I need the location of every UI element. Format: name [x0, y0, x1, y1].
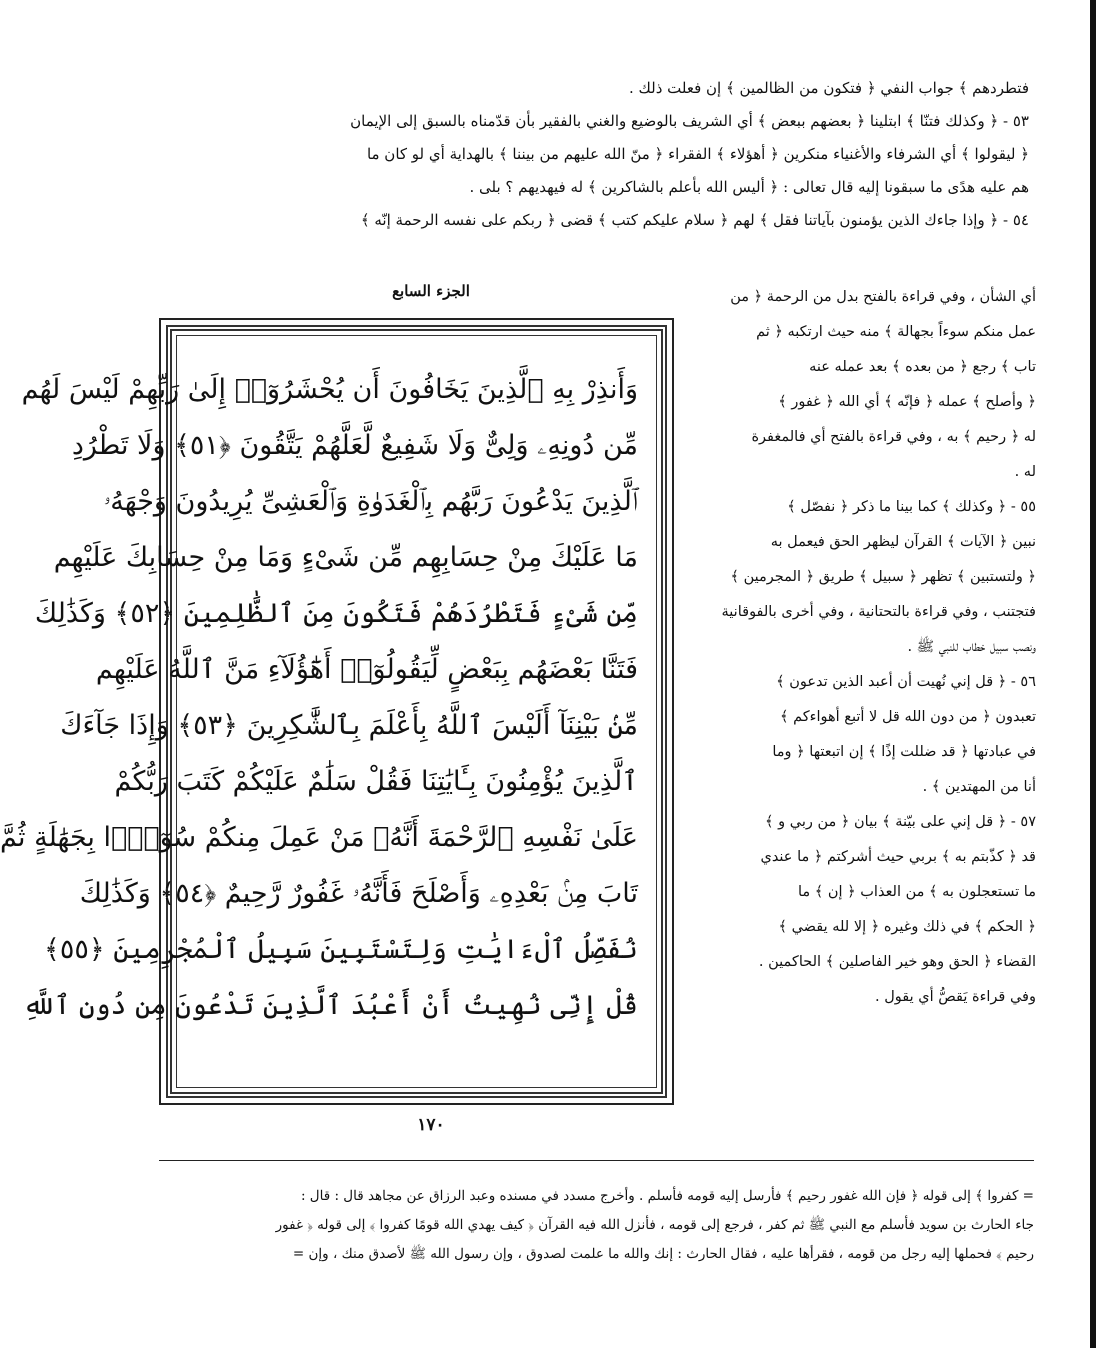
side-line: فتجتنب ، وفي قراءة بالتحتانية ، وفي أخرى بالفوقانية: [721, 604, 1036, 620]
quran-line: وَأَنذِرْ بِهِ ٱلَّذِينَ يَخَافُونَ أَن يُحْشَرُوٓا۟ إِلَىٰ رَبِّهِمْ لَيْسَ لَهُم: [21, 374, 638, 405]
side-line: ﴿ وأصلح ﴾ عمله ﴿ فإنّه ﴾ أي الله ﴿ غفور ﴾: [778, 394, 1036, 410]
side-line: ٥٥ - ﴿ وكذلك ﴾ كما بينا ما ذكر ﴿ نفصّل ﴾: [787, 499, 1036, 515]
side-line: تاب ﴾ رجع ﴿ من بعده ﴾ بعد عمله عنه: [809, 359, 1036, 375]
footnote-line: رحيم ﴾ فحملها إليه رجل من قومه ، فقرأها عليه ، فقال الحارث : إنك والله ما علمت لصدوق ، وإن رسول الله ﷺ لأصدق منك ، وإن =: [292, 1246, 1034, 1262]
quran-line: قُلْ إِنِّى نُهِيتُ أَنْ أَعْبُدَ ٱلَّذِينَ تَدْعُونَ مِن دُونِ ٱللَّهِ: [22, 990, 638, 1021]
footnote-line: جاء الحارث بن سويد فأسلم مع النبي ﷺ ثم كفر ، فرجع إلى قومه ، فأنزل الله فيه القرآن ﴿ كيف يهدي الله قومًا كفروا ﴾ إلى قوله ﴿ غفور: [275, 1217, 1034, 1233]
side-line: أنا من المهتدين ﴾ .: [922, 779, 1036, 795]
quran-line: مِّن شَىْءٍ فَتَطْرُدَهُمْ فَتَكُونَ مِنَ ٱلظَّٰلِمِينَ ﴿٥٢﴾ وَكَذَٰلِكَ: [34, 598, 638, 629]
part-header: الجزء السابع: [392, 282, 470, 300]
side-line: نبين ﴿ الآيات ﴾ القرآن ليظهر الحق فيعمل به: [770, 534, 1036, 550]
quran-line: مِّنۢ بَيْنِنَآ أَلَيْسَ ٱللَّهُ بِأَعْلَمَ بِٱلشَّٰكِرِينَ ﴿٥٣﴾ وَإِذَا جَآءَكَ: [60, 710, 638, 741]
side-line: ﴿ الحكم ﴾ في ذلك وغيره ﴿ إلا لله يقضي ﴾: [778, 919, 1036, 935]
quran-line: تَابَ مِنۢ بَعْدِهِۦ وَأَصْلَحَ فَأَنَّهُۥ غَفُورٌ رَّحِيمٌ ﴿٥٤﴾ وَكَذَٰلِكَ: [79, 878, 638, 909]
side-line: له ﴿ رحيم ﴾ به ، وفي قراءة بالفتح أي فالمغفرة: [751, 429, 1036, 445]
side-line: ونصب سبيل خطاب للنبي ﷺ .: [907, 639, 1036, 655]
side-line: تعبدون ﴿ من دون الله قل لا أتبع أهواءكم ﴾: [780, 709, 1036, 725]
quran-line: مَا عَلَيْكَ مِنْ حِسَابِهِم مِّن شَىْءٍ وَمَا مِنْ حِسَابِكَ عَلَيْهِم: [53, 542, 638, 573]
side-commentary: [691, 280, 1036, 1015]
top-line: هم عليه هدًى ما سبقونا إليه قال تعالى : ﴿ أليس الله بأعلم بالشاكرين ﴾ له فيهديهم ؟ بلى .: [469, 178, 1029, 196]
top-line: ٥٣ - ﴿ وكذلك فتنّا ﴾ ابتلينا ﴿ بعضهم ببعض ﴾ أي الشريف بالوضيع والغني بالفقير بأن قدّمناه بالسبق إلى الإيمان: [350, 112, 1029, 130]
side-line: في عبادتها ﴿ قد ضللت إذًا ﴾ إن اتبعتها ﴿ وما: [772, 744, 1036, 760]
quran-line: مِّن دُونِهِۦ وَلِىٌّ وَلَا شَفِيعٌ لَّعَلَّهُمْ يَتَّقُونَ ﴿٥١﴾ وَلَا تَطْرُدِ: [71, 430, 638, 461]
side-line: عمل منكم سوءاً بجهالة ﴾ منه حيث ارتكبه ﴿ ثم: [756, 324, 1036, 340]
side-line: وفي قراءة يَقصُّ أي يقول .: [875, 989, 1036, 1005]
footnote-line: = كفروا ﴾ إلى قوله ﴿ فإن الله غفور رحيم ﴾ فأرسل إليه قومه فأسلم . وأخرج مسدد في مسنده وعبد الرزاق عن مجاهد قال : قال :: [300, 1188, 1034, 1204]
page-number: ١٧٠: [417, 1115, 445, 1135]
side-line: ﴿ ولتستبين ﴾ تظهر ﴿ سبيل ﴾ طريق ﴿ المجرمين ﴾: [730, 569, 1036, 585]
side-line: أي الشأن ، وفي قراءة بالفتح بدل من الرحمة ﴿ من: [730, 289, 1036, 305]
quran-line: ٱلَّذِينَ يُؤْمِنُونَ بِـَٔايَٰتِنَا فَقُلْ سَلَٰمٌ عَلَيْكُمْ كَتَبَ رَبُّكُمْ: [114, 766, 638, 797]
top-line: ﴿ ليقولوا ﴾ أي الشرفاء والأغنياء منكرين ﴿ أهؤلاء ﴾ الفقراء ﴿ منّ الله عليهم من بيننا ﴾ بالهداية أي لو كان ما: [366, 145, 1029, 163]
scan-edge: [1090, 0, 1096, 1348]
side-line: قد ﴿ كذّبتم به ﴾ بربي حيث أشركتم ﴿ ما عندي: [760, 849, 1036, 865]
quran-frame: [0, 318, 674, 1105]
top-line: فتطردهم ﴾ جواب النفي ﴿ فتكون من الظالمين ﴾ إن فعلت ذلك .: [628, 79, 1029, 97]
side-line: ٥٦ - ﴿ قل إني نُهيت أن أعبد الذين تدعون ﴾: [776, 674, 1036, 690]
quran-line: فَتَنَّا بَعْضَهُم بِبَعْضٍ لِّيَقُولُوٓا۟ أَهَٰٓؤُلَآءِ مَنَّ ٱللَّهُ عَلَيْهِم: [95, 654, 638, 685]
quran-line: نُفَصِّلُ ٱلْءَايَٰتِ وَلِتَسْتَبِينَ سَبِيلُ ٱلْمُجْرِمِينَ ﴿٥٥﴾: [43, 934, 638, 965]
quran-line: عَلَىٰ نَفْسِهِ ٱلرَّحْمَةَ أَنَّهُۥ مَنْ عَمِلَ مِنكُمْ سُوٓءًۢا بِجَهَٰلَةٍ ثُمَّ: [0, 822, 638, 853]
side-line: القضاء ﴿ الحق وهو خير الفاصلين ﴾ الحاكمين .: [758, 954, 1036, 970]
top-line: ٥٤ - ﴿ وإذا جاءك الذين يؤمنون بآياتنا فقل ﴾ لهم ﴿ سلام عليكم كتب ﴾ قضى ﴿ ربكم على نفسه الرحمة إنّه ﴾: [360, 211, 1029, 229]
side-line: ما تستعجلون به ﴾ من العذاب ﴿ إن ﴾ ما: [797, 884, 1036, 900]
side-line: ٥٧ - ﴿ قل إني على بيّنة ﴾ بيان ﴿ من ربي و ﴾: [765, 814, 1036, 830]
quran-text: [0, 335, 657, 1088]
top-commentary: [159, 72, 1029, 237]
side-line: له .: [1014, 464, 1036, 480]
footnote: [159, 1182, 1034, 1269]
quran-line: ٱلَّذِينَ يَدْعُونَ رَبَّهُم بِٱلْغَدَوٰةِ وَٱلْعَشِىِّ يُرِيدُونَ وَجْهَهُۥ: [103, 486, 638, 517]
footnote-divider: [159, 1160, 1034, 1161]
